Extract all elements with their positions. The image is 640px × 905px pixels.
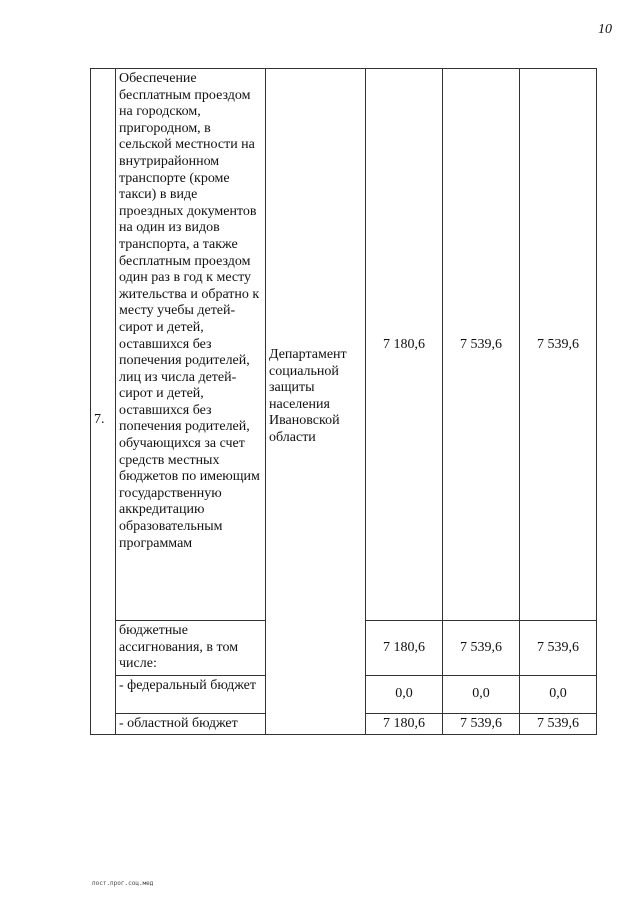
value-year-2: 7 539,6 [443, 69, 520, 621]
subrow-value: 0,0 [520, 675, 597, 713]
subrow-value: 0,0 [443, 675, 520, 713]
value-year-3: 7 539,6 [520, 69, 597, 621]
responsible-department: Департамент социальной защиты населения Ивановской области [266, 69, 366, 735]
subrow-value: 7 539,6 [443, 713, 520, 735]
subrow-label: - федеральный бюджет [116, 675, 266, 713]
program-table [90, 68, 597, 735]
row-description: Обеспечение бесплатным проездом на городском, пригородном, в сельской местности на внутрирайонном транспорте (кроме такси) в виде проездных документов на один из видов транспорта, а также бесплатным проездом один раз в год к месту жительства и обратно к месту учебы детей-сирот и детей, оставшихся без попечения родителей, лиц из числа детей-сирот и детей, оставшихся без попечения родителей, обучающихся за счет средств местных бюджетов по имеющим государственную аккредитацию образовательным программам [116, 69, 266, 621]
page-number: 10 [598, 22, 612, 37]
subrow-value: 7 539,6 [443, 621, 520, 676]
table-row [91, 69, 597, 621]
footer-file-mark: пост.прог.соц.мед [92, 880, 154, 887]
value-year-1: 7 180,6 [366, 69, 443, 621]
row-number: 7. [91, 69, 116, 735]
subrow-label: бюджетные ассигнования, в том числе: [116, 621, 266, 676]
subrow-label: - областной бюджет [116, 713, 266, 735]
subrow-value: 7 180,6 [366, 621, 443, 676]
subrow-value: 7 539,6 [520, 713, 597, 735]
subrow-value: 7 539,6 [520, 621, 597, 676]
subrow-value: 7 180,6 [366, 713, 443, 735]
subrow-value: 0,0 [366, 675, 443, 713]
